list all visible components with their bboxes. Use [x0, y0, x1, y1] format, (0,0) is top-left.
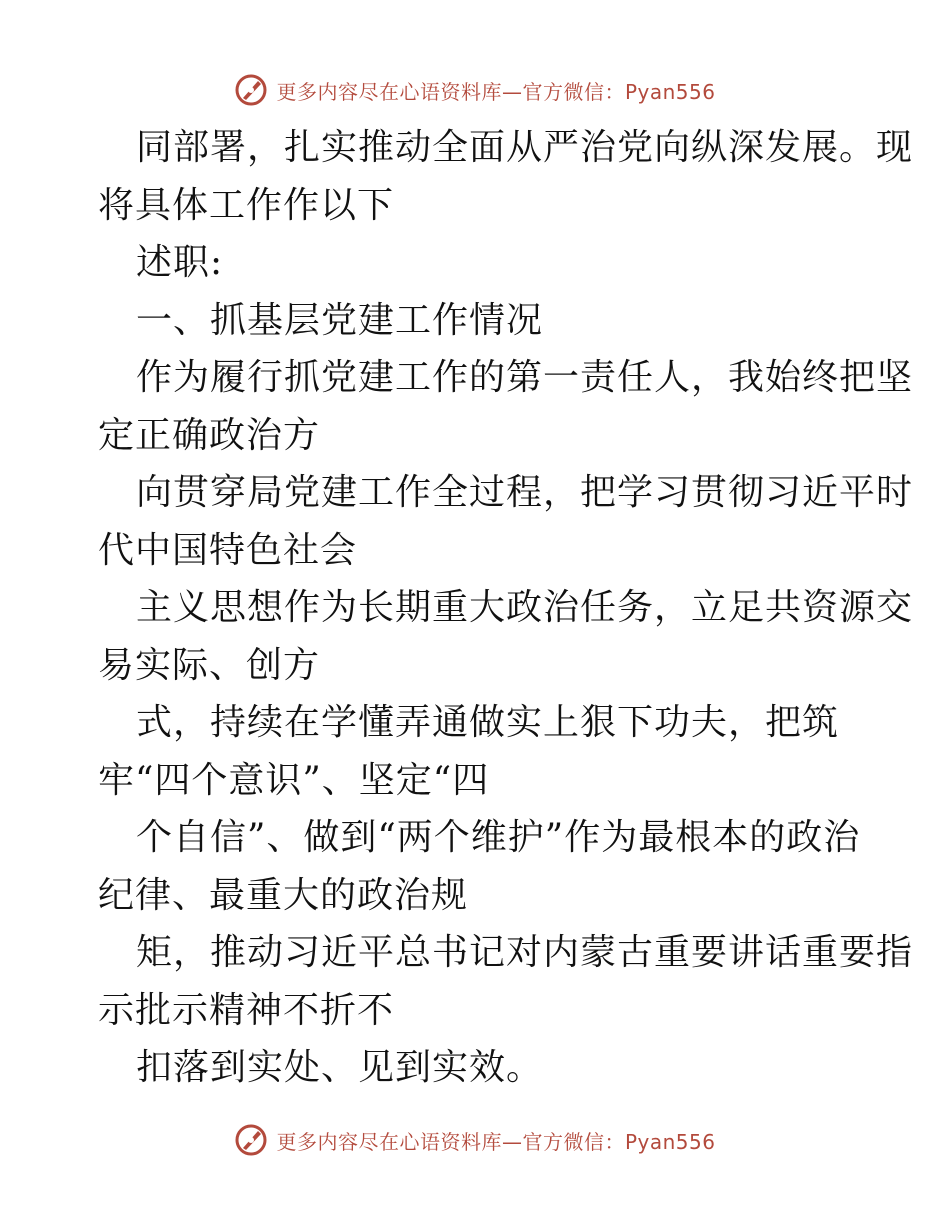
text-line: 向贯穿局党建工作全过程，把学习贯彻习近平时 — [136, 472, 914, 513]
text-line: 代中国特色社会 — [98, 529, 358, 571]
text-line: 同部署，扎实推动全面从严治党向纵深发展。现 — [136, 127, 914, 168]
text-line: 示批示精神不折不 — [98, 989, 395, 1031]
text-line: 作为履行抓党建工作的第一责任人，我始终把坚 — [136, 357, 914, 398]
text-line: 扣落到实处、见到实效。 — [136, 1047, 544, 1088]
text-line: 易实际、创方 — [98, 644, 321, 686]
pen-logo-icon — [234, 73, 268, 107]
header-banner — [0, 70, 950, 110]
text-line: 纪律、最重大的政治规 — [98, 874, 469, 916]
footer-banner — [0, 1120, 950, 1160]
text-line: 述职: — [136, 242, 224, 283]
banner-text: 更多内容尽在心语资料库—官方微信：Pyan556 — [276, 79, 716, 104]
text-line: 牢“四个意识”、坚定“四 — [98, 759, 490, 801]
text-line: 定正确政治方 — [98, 414, 321, 456]
banner-text: 更多内容尽在心语资料库—官方微信：Pyan556 — [276, 1129, 716, 1154]
text-line: 主义思想作为长期重大政治任务，立足共资源交 — [136, 587, 914, 628]
section-heading: 一、抓基层党建工作情况 — [136, 299, 544, 341]
document-body — [98, 122, 914, 1100]
text-line: 式，持续在学懂弄通做实上狠下功夫，把筑 — [136, 702, 840, 743]
text-line: 矩，推动习近平总书记对内蒙古重要讲话重要指 — [136, 932, 914, 973]
text-line: 将具体工作作以下 — [98, 184, 395, 226]
text-line: 个自信”、做到“两个维护”作为最根本的政治 — [136, 817, 861, 858]
pen-logo-icon — [234, 1123, 268, 1157]
